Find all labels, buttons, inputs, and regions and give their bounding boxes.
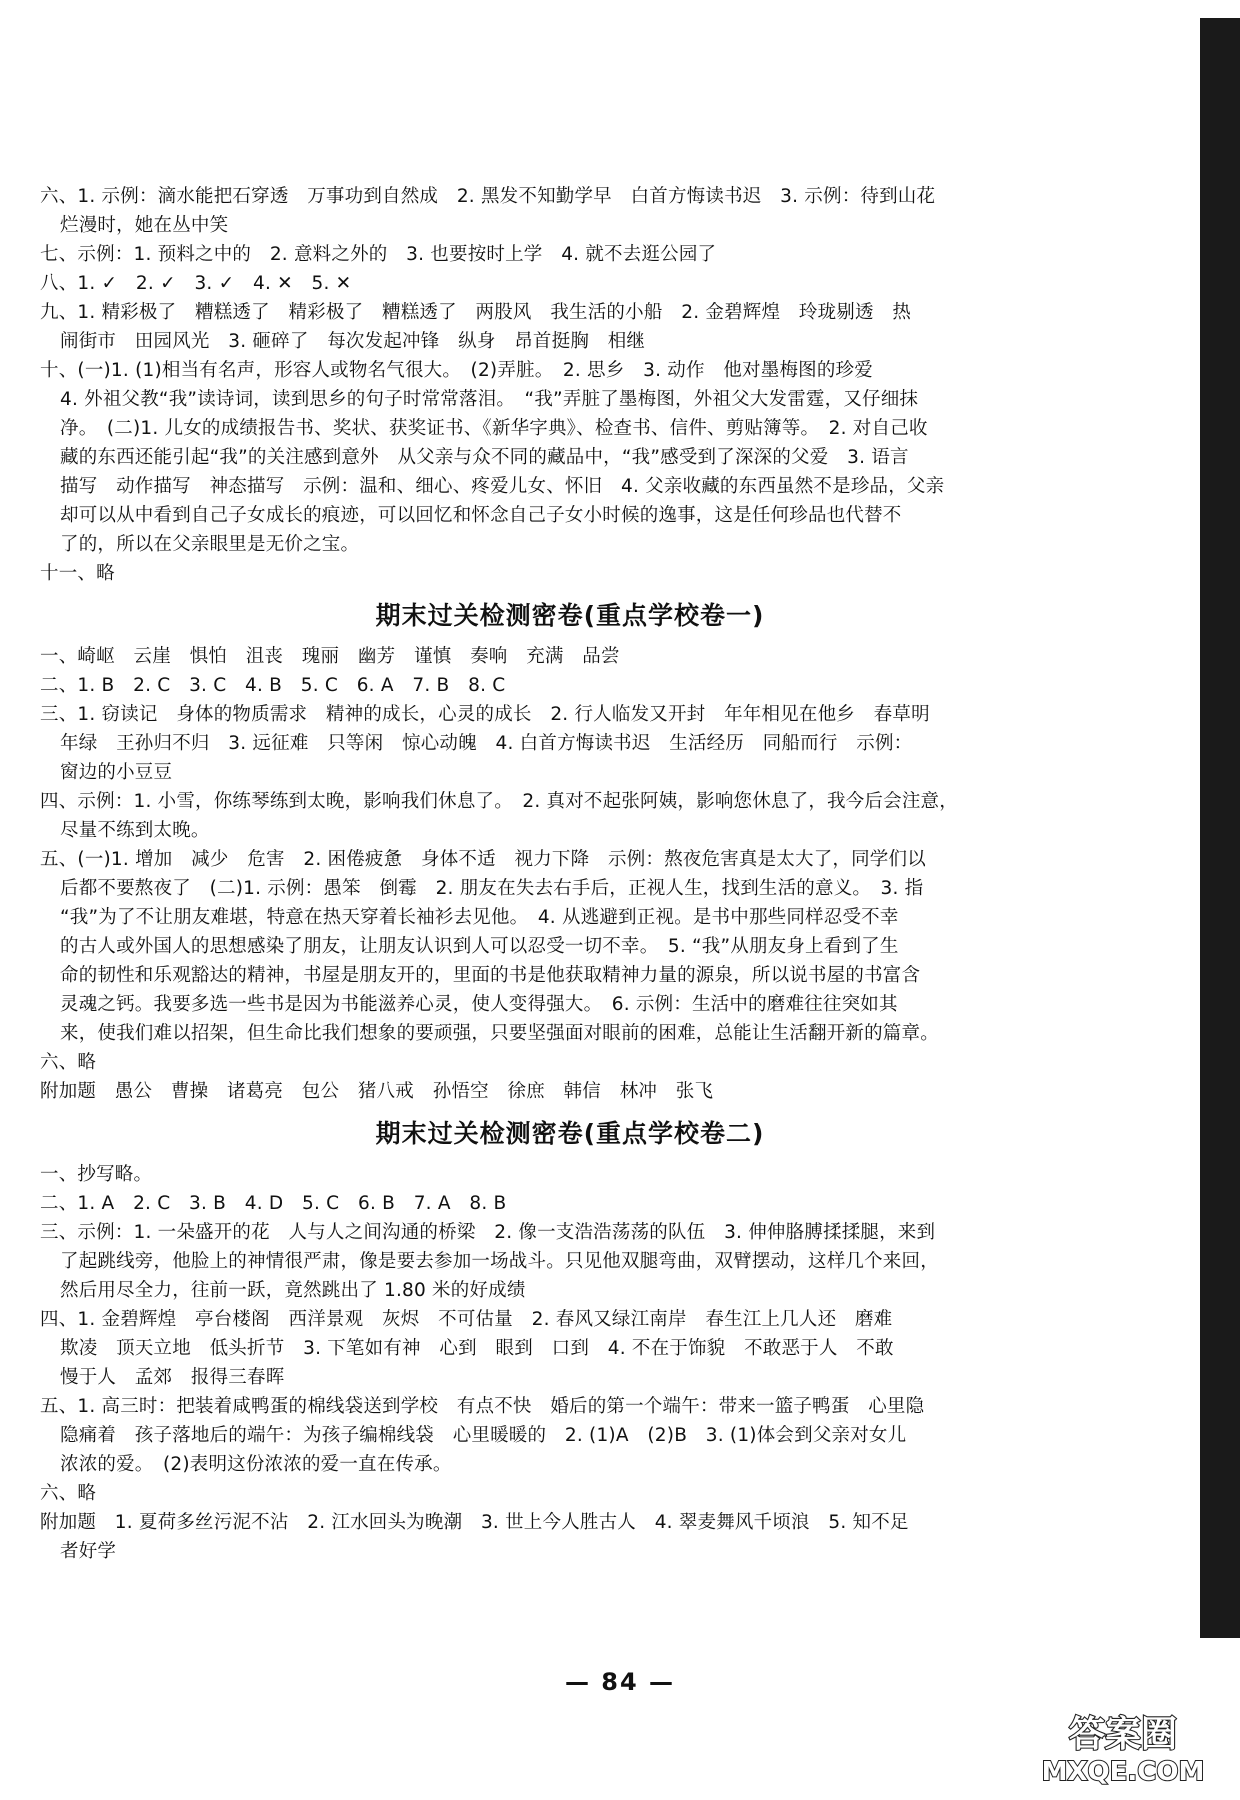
answers-exam-1 <box>40 642 1040 1106</box>
answer-line: 欺凌 顶天立地 低头折节 3. 下笔如有神 心到 眼到 口到 4. 不在于饰貌 不敢恶于人 不敢 <box>60 1338 894 1359</box>
answer-line: 二、1. A 2. C 3. B 4. D 5. C 6. B 7. A 8. B <box>40 1193 507 1214</box>
page-edge-shadow <box>1200 18 1240 1638</box>
answer-line: 灵魂之钙。我要多选一些书是因为书能滋养心灵，使人变得强大。 6. 示例：生活中的磨难往往突如其 <box>60 994 898 1015</box>
answer-line: 一、崎岖 云崖 惧怕 沮丧 瑰丽 幽芳 谨慎 奏响 充满 品尝 <box>40 646 620 667</box>
answer-line: 十一、略 <box>40 563 115 584</box>
page-number: — 84 — <box>564 1668 676 1696</box>
answer-line: 了的，所以在父亲眼里是无价之宝。 <box>60 534 360 555</box>
answer-line: 六、略 <box>40 1052 97 1073</box>
answer-line: “我”为了不让朋友难堪，特意在热天穿着长袖衫去见他。 4. 从逃避到正视。是书中那些同样忍受不幸 <box>60 907 899 928</box>
answer-line: 六、略 <box>40 1483 97 1504</box>
watermark-logo-url: MXQE.COM <box>1041 1757 1205 1787</box>
watermark-logo-title: 答案圈 <box>1068 1714 1178 1755</box>
answer-line: 4. 外祖父教“我”读诗词，读到思乡的句子时常常落泪。 “我”弄脏了墨梅图，外祖父大发雷霆，又仔细抹 <box>60 389 919 410</box>
answer-line: 却可以从中看到自己子女成长的痕迹，可以回忆和怀念自己子女小时候的逸事，这是任何珍品也代替不 <box>60 505 902 526</box>
answer-line: 净。 (二)1. 儿女的成绩报告书、奖状、获奖证书、《新华字典》、检查书、信件、剪贴簿等。 2. 对自己收 <box>60 418 928 439</box>
answer-line: 慢于人 孟郊 报得三春晖 <box>60 1367 285 1388</box>
answers-exam-2 <box>40 1160 1040 1566</box>
answers-previous-section <box>40 182 1040 588</box>
answer-line: 了起跳线旁，他脸上的神情很严肃，像是要去参加一场战斗。只见他双腿弯曲，双臂摆动，这样几个来回， <box>60 1251 939 1272</box>
answer-line: 八、1. ✓ 2. ✓ 3. ✓ 4. ✕ 5. ✕ <box>40 273 352 294</box>
answer-line: 三、示例：1. 一朵盛开的花 人与人之间沟通的桥梁 2. 像一支浩浩荡荡的队伍 3. 伸伸胳膊揉揉腿，来到 <box>40 1222 936 1243</box>
answer-line: 四、示例：1. 小雪，你练琴练到太晚，影响我们休息了。 2. 真对不起张阿姨，影响您休息了，我今后会注意， <box>40 791 958 812</box>
answer-line: 描写 动作描写 神态描写 示例：温和、细心、疼爱儿女、怀旧 4. 父亲收藏的东西虽然不是珍品，父亲 <box>60 476 945 497</box>
answer-line: 附加题 1. 夏荷多丝污泥不沾 2. 江水回头为晚潮 3. 世上今人胜古人 4. 翠麦舞风千顷浪 5. 知不足 <box>40 1512 909 1533</box>
answer-line: 年绿 王孙归不归 3. 远征难 只等闲 惊心动魄 4. 白首方悔读书迟 生活经历 同船而行 示例： <box>60 733 913 754</box>
answer-line: 一、抄写略。 <box>40 1164 153 1185</box>
answer-line: 二、1. B 2. C 3. C 4. B 5. C 6. A 7. B 8. C <box>40 675 506 696</box>
answer-line: 四、1. 金碧辉煌 亭台楼阁 西洋景观 灰烬 不可估量 2. 春风又绿江南岸 春生江上几人还 磨难 <box>40 1309 893 1330</box>
answer-page <box>40 182 1040 1566</box>
watermark-logo <box>1018 1706 1228 1788</box>
answer-line: 附加题 愚公 曹操 诸葛亮 包公 猪八戒 孙悟空 徐庶 韩信 林冲 张飞 <box>40 1081 714 1102</box>
answer-line: 尽量不练到太晚。 <box>60 820 210 841</box>
answer-line: 六、1. 示例：滴水能把石穿透 万事功到自然成 2. 黑发不知勤学早 白首方悔读书迟 3. 示例：待到山花 <box>40 186 936 207</box>
answer-line: 者好学 <box>60 1541 117 1562</box>
answer-line: 三、1. 窃读记 身体的物质需求 精神的成长，心灵的成长 2. 行人临发又开封 年年相见在他乡 春草明 <box>40 704 930 725</box>
section-title-exam-2: 期末过关检测密卷(重点学校卷二) <box>375 1119 765 1148</box>
answer-line: 然后用尽全力，往前一跃，竟然跳出了 1.80 米的好成绩 <box>60 1280 526 1301</box>
answer-line: 十、(一)1. (1)相当有名声，形容人或物名气很大。 (2)弄脏。 2. 思乡 3. 动作 他对墨梅图的珍爱 <box>40 360 873 381</box>
answer-line: 五、(一)1. 增加 减少 危害 2. 困倦疲惫 身体不适 视力下降 示例：熬夜危害真是太大了，同学们以 <box>40 849 926 870</box>
answer-line: 来，使我们难以招架，但生命比我们想象的要顽强，只要坚强面对眼前的困难，总能让生活翻开新的篇章。 <box>60 1023 939 1044</box>
answer-line: 的古人或外国人的思想感染了朋友，让朋友认识到人可以忍受一切不幸。 5. “我”从朋友身上看到了生 <box>60 936 899 957</box>
answer-line: 七、示例：1. 预料之中的 2. 意料之外的 3. 也要按时上学 4. 就不去逛公园了 <box>40 244 717 265</box>
answer-line: 闹街市 田园风光 3. 砸碎了 每次发起冲锋 纵身 昂首挺胸 相继 <box>60 331 646 352</box>
answer-line: 五、1. 高三时：把装着咸鸭蛋的棉线袋送到学校 有点不快 婚后的第一个端午：带来一篮子鸭蛋 心里隐 <box>40 1396 925 1417</box>
answer-line: 浓浓的爱。 (2)表明这份浓浓的爱一直在传承。 <box>60 1454 452 1475</box>
answer-line: 隐痛着 孩子落地后的端午：为孩子编棉线袋 心里暖暖的 2. (1)A (2)B 3. (1)体会到父亲对女儿 <box>60 1425 907 1446</box>
answer-line: 命的韧性和乐观豁达的精神，书屋是朋友开的，里面的书是他获取精神力量的源泉，所以说书屋的书富含 <box>60 965 921 986</box>
answer-line: 窗边的小豆豆 <box>60 762 173 783</box>
answer-line: 烂漫时，她在丛中笑 <box>60 215 229 236</box>
answer-line: 后都不要熬夜了 (二)1. 示例：愚笨 倒霉 2. 朋友在失去右手后，正视人生，找到生活的意义。 3. 指 <box>60 878 924 899</box>
answer-line: 九、1. 精彩极了 糟糕透了 精彩极了 糟糕透了 两股风 我生活的小船 2. 金碧辉煌 玲珑剔透 热 <box>40 302 912 323</box>
section-title-exam-1: 期末过关检测密卷(重点学校卷一) <box>375 601 765 630</box>
answer-line: 藏的东西还能引起“我”的关注感到意外 从父亲与众不同的藏品中，“我”感受到了深深的父爱 3. 语言 <box>60 447 909 468</box>
